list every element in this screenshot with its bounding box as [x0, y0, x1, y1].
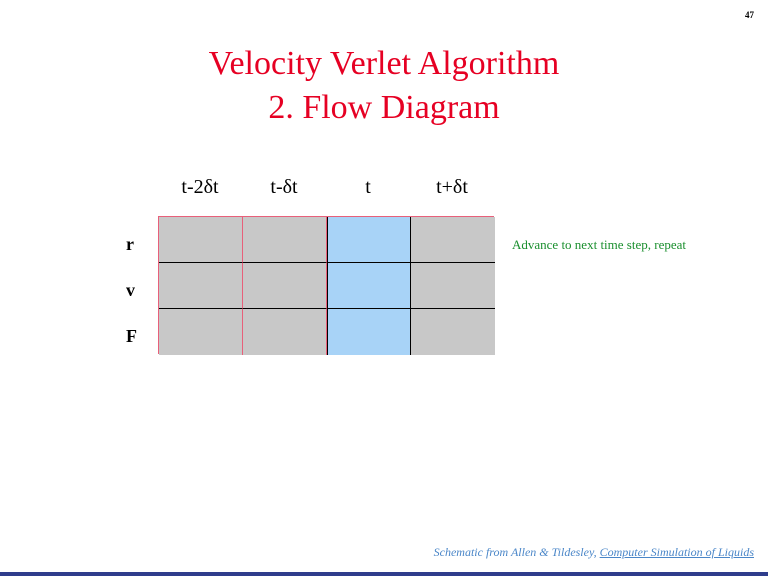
diagram-grid [158, 216, 494, 354]
title-line-2: 2. Flow Diagram [268, 89, 500, 126]
cell-r-t [327, 217, 411, 263]
column-header-t-dt: t-δt [270, 176, 298, 198]
cell-F-t-dt [243, 309, 327, 355]
footer-link[interactable]: Computer Simulation of Liquids [599, 545, 754, 559]
cell-F-t [327, 309, 411, 355]
cell-F-t-2dt [159, 309, 243, 355]
title-line-1: Velocity Verlet Algorithm [208, 45, 560, 82]
cell-v-t+dt [411, 263, 495, 309]
cell-v-t-2dt [159, 263, 243, 309]
cell-v-t-dt [243, 263, 327, 309]
column-header-t-2dt: t-2δt [181, 176, 219, 198]
footer-rule [0, 572, 768, 576]
cell-v-t [327, 263, 411, 309]
annotation-advance-step: Advance to next time step, repeat [512, 237, 686, 252]
slide-number: 47 [745, 10, 754, 20]
cell-r-t+dt [411, 217, 495, 263]
page-title [0, 42, 768, 130]
column-header-t+dt: t+δt [436, 176, 468, 198]
row-label-r: r [126, 234, 134, 254]
column-header-t: t [365, 176, 371, 198]
diagram-column-headers [158, 176, 494, 210]
cell-r-t-dt [243, 217, 327, 263]
footer-credit [0, 545, 768, 560]
footer-prefix: Schematic from Allen & Tildesley, [433, 545, 600, 559]
row-label-F: F [126, 326, 137, 346]
row-label-v: v [126, 280, 135, 300]
cell-r-t-2dt [159, 217, 243, 263]
cell-F-t+dt [411, 309, 495, 355]
